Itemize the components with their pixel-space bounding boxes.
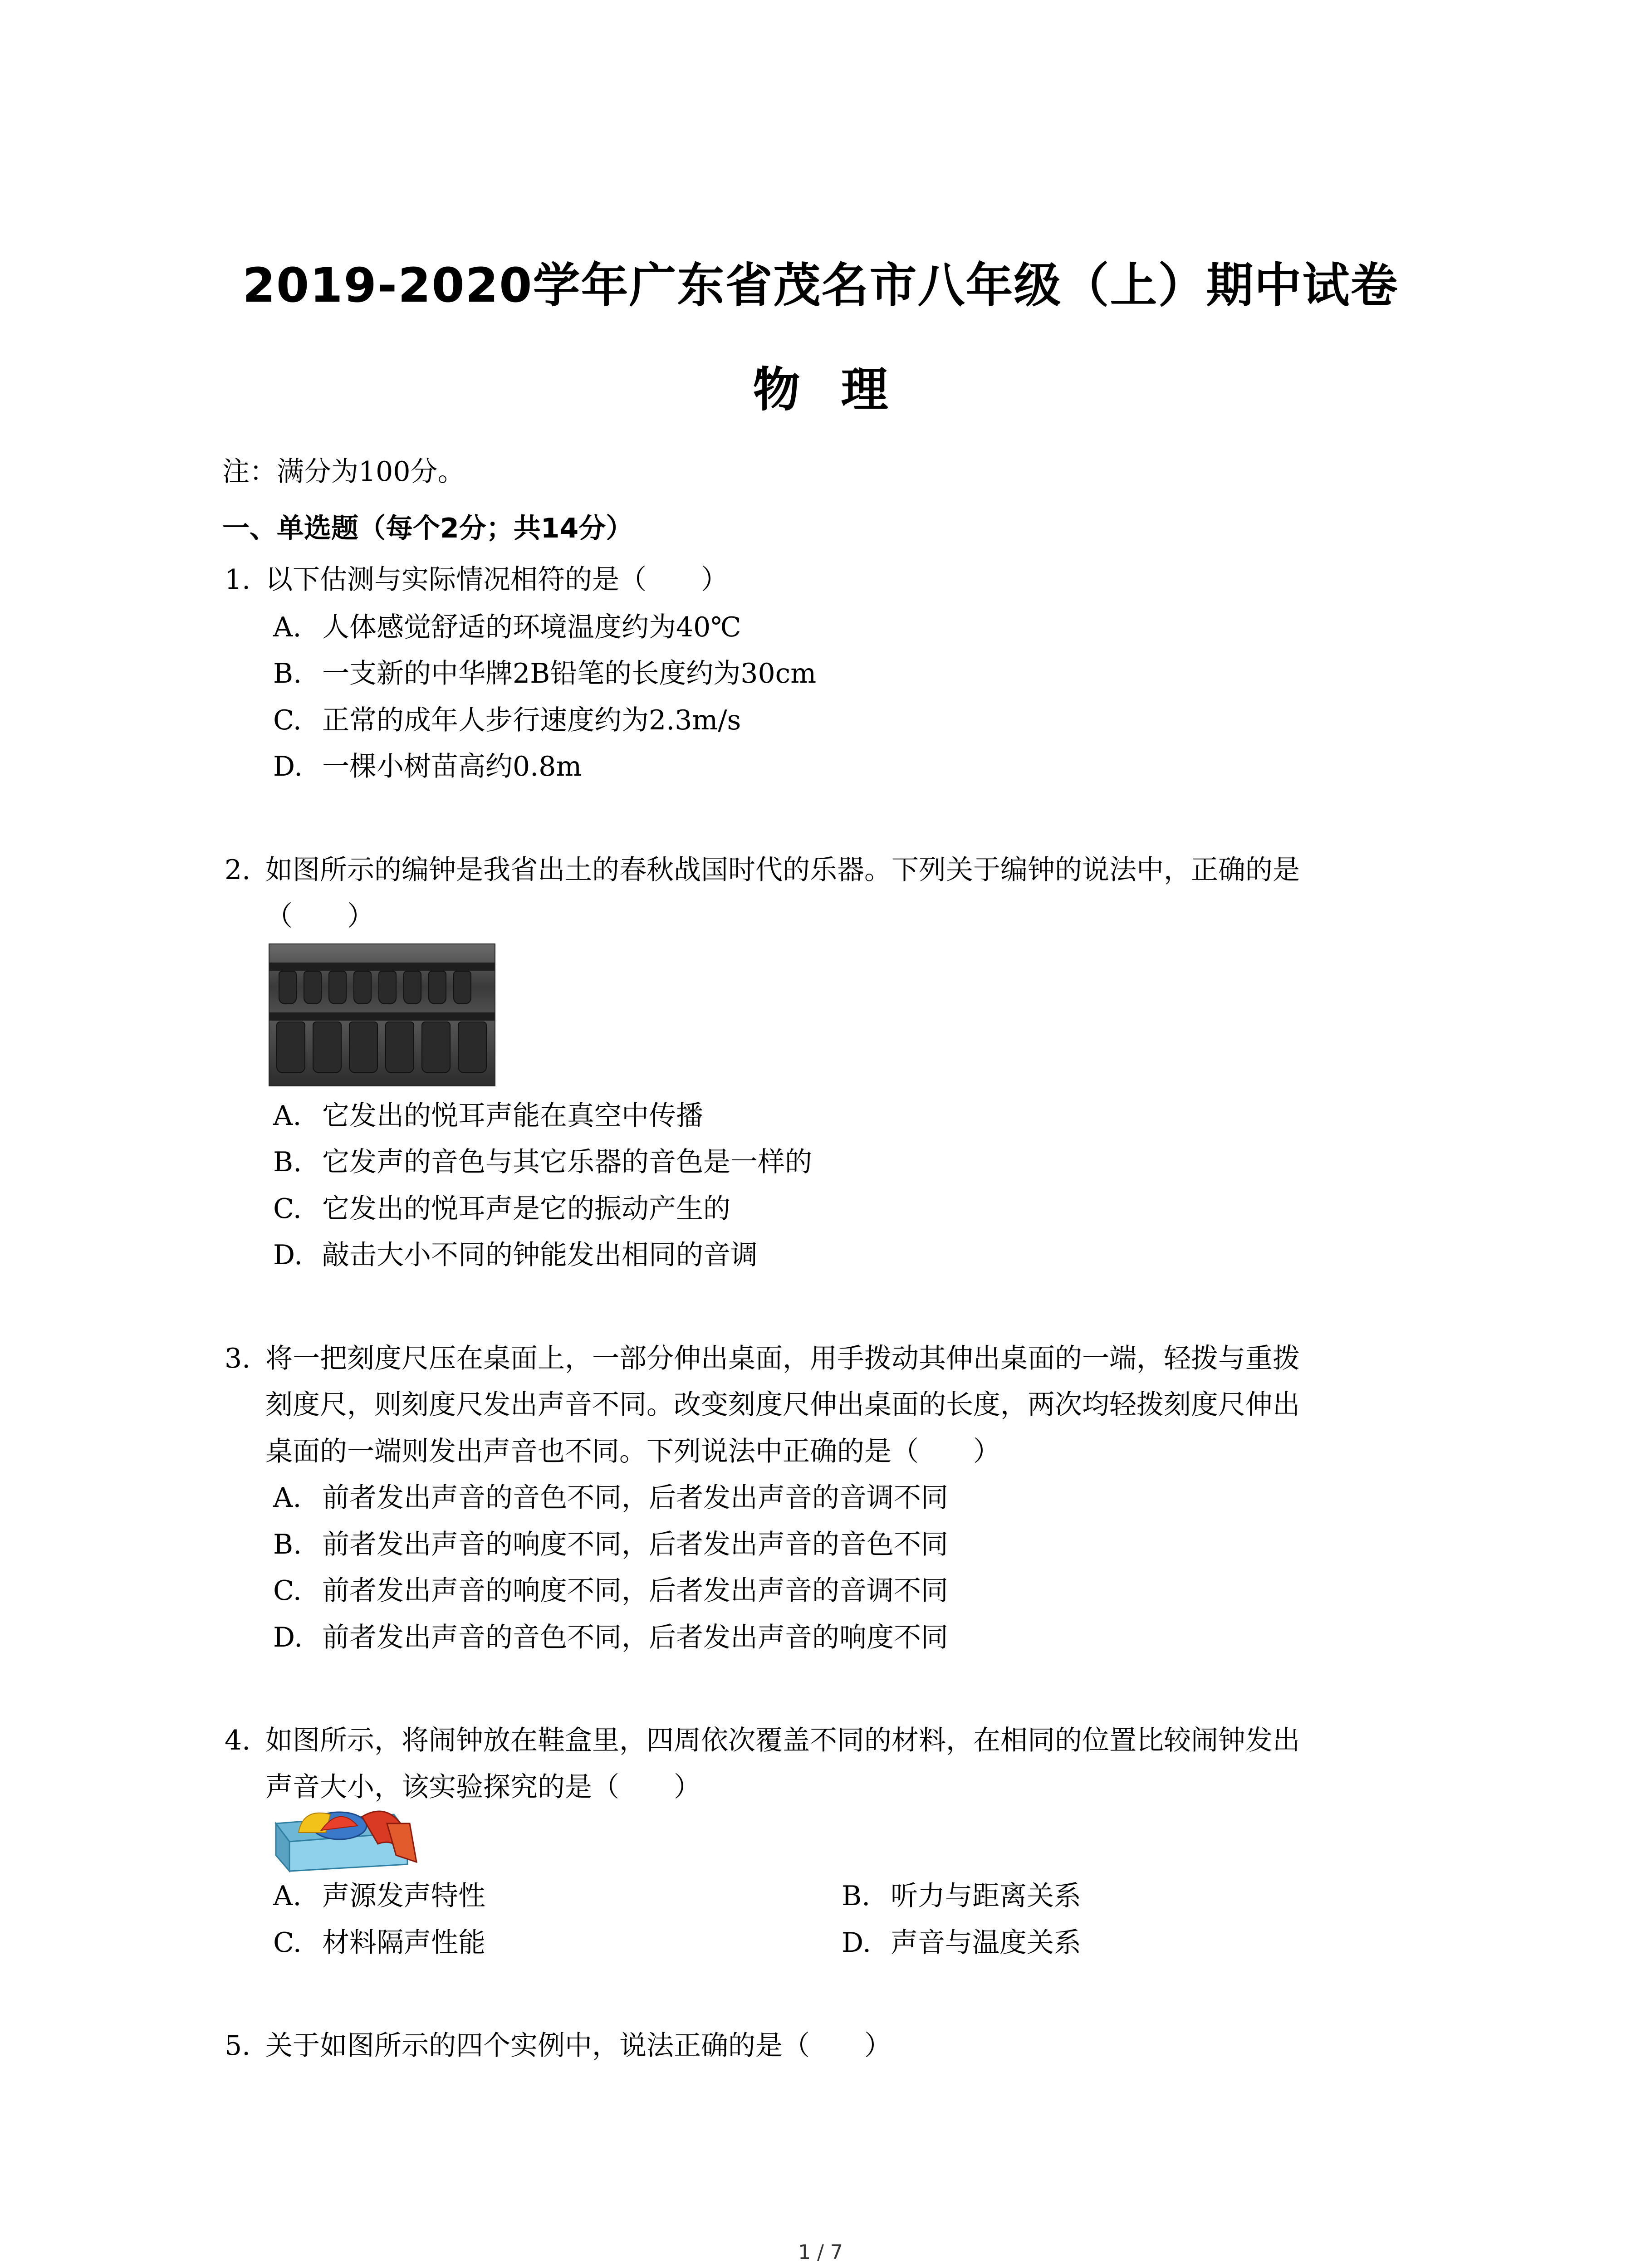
option-text: 前者发出声音的响度不同，后者发出声音的音色不同 (322, 1529, 948, 1560)
option-4a (273, 1878, 485, 1914)
option-3d (273, 1619, 948, 1656)
option-text: 一支新的中华牌2B铅笔的长度约为30cm (322, 658, 817, 689)
option-text: 它发出的悦耳声是它的振动产生的 (322, 1193, 730, 1225)
bronze-bells-image (269, 943, 495, 1086)
option-2b (273, 1144, 812, 1180)
question-number: 1. (225, 564, 251, 596)
option-text: 正常的成年人步行速度约为2.3m/s (322, 704, 741, 736)
question-number: 2. (225, 854, 251, 886)
option-text: 前者发出声音的响度不同，后者发出声音的音调不同 (322, 1575, 948, 1607)
option-3c (273, 1573, 948, 1609)
option-label: C. (273, 1575, 302, 1607)
option-text: 人体感觉舒适的环境温度约为40℃ (322, 611, 741, 643)
option-4b (842, 1878, 1081, 1914)
option-label: B. (842, 1880, 871, 1912)
option-label: D. (273, 1622, 303, 1653)
option-label: B. (273, 658, 302, 689)
option-label: A. (273, 1880, 302, 1912)
option-text: 声源发声特性 (322, 1880, 485, 1912)
option-1d (273, 748, 582, 785)
question-stem: 如图所示的编钟是我省出土的春秋战国时代的乐器。下列关于编钟的说法中，正确的是 (265, 854, 1300, 886)
option-text: 它发出的悦耳声能在真空中传播 (322, 1100, 703, 1132)
question-3 (225, 1340, 1300, 1377)
option-label: A. (273, 611, 302, 643)
option-text: 前者发出声音的音色不同，后者发出声音的音调不同 (322, 1482, 948, 1514)
question-stem: 将一把刻度尺压在桌面上，一部分伸出桌面，用手拨动其伸出桌面的一端，轻拨与重拨 (265, 1343, 1300, 1374)
option-2d (273, 1237, 758, 1273)
option-1c (273, 702, 741, 738)
option-label: B. (273, 1146, 302, 1178)
option-text: 它发声的音色与其它乐器的音色是一样的 (322, 1146, 812, 1178)
option-text: 一棵小树苗高约0.8m (322, 751, 582, 782)
question-number: 5. (225, 2030, 251, 2062)
question-stem-continued: 声音大小，该实验探究的是（ ） (265, 1771, 701, 1803)
option-2c (273, 1191, 730, 1227)
option-2a (273, 1098, 703, 1134)
option-label: C. (273, 704, 302, 736)
option-label: C. (273, 1927, 302, 1959)
score-note: 注：满分为100分。 (222, 456, 465, 488)
option-text: 前者发出声音的音色不同，后者发出声音的响度不同 (322, 1622, 948, 1653)
subject-title: 物理 (753, 362, 929, 417)
question-stem-continued: （ ） (265, 900, 374, 932)
option-4d (842, 1925, 1081, 1961)
question-number: 4. (225, 1725, 251, 1756)
page-number: 1 / 7 (798, 2241, 843, 2264)
option-label: A. (273, 1100, 302, 1132)
option-3a (273, 1480, 948, 1516)
option-label: D. (273, 751, 303, 782)
question-stem-continued: 刻度尺，则刻度尺发出声音不同。改变刻度尺伸出桌面的长度，两次均轻拨刻度尺伸出 (265, 1389, 1300, 1421)
option-label: D. (842, 1927, 872, 1959)
option-text: 听力与距离关系 (891, 1880, 1081, 1912)
section-heading: 一、单选题（每个2分；共14分） (222, 513, 633, 544)
question-number: 3. (225, 1343, 251, 1374)
option-text: 声音与温度关系 (891, 1927, 1081, 1959)
option-text: 敲击大小不同的钟能发出相同的音调 (322, 1239, 758, 1271)
question-stem-continued: 桌面的一端则发出声音也不同。下列说法中正确的是（ ） (265, 1436, 1000, 1467)
question-2 (225, 852, 1300, 888)
question-1 (225, 562, 728, 598)
option-label: A. (273, 1482, 302, 1514)
question-stem: 以下估测与实际情况相符的是（ ） (265, 564, 728, 596)
option-1a (273, 609, 741, 645)
question-5 (225, 2028, 892, 2064)
option-3b (273, 1526, 948, 1563)
option-text: 材料隔声性能 (322, 1927, 485, 1959)
option-label: B. (273, 1529, 302, 1560)
option-4c (273, 1925, 485, 1961)
option-label: D. (273, 1239, 303, 1271)
question-stem: 关于如图所示的四个实例中，说法正确的是（ ） (265, 2030, 892, 2062)
shoebox-alarm-clock-image (271, 1805, 426, 1873)
question-4 (225, 1722, 1300, 1759)
exam-title: 2019-2020学年广东省茂名市八年级（上）期中试卷 (242, 258, 1399, 313)
option-1b (273, 655, 816, 692)
question-stem: 如图所示，将闹钟放在鞋盒里，四周依次覆盖不同的材料，在相同的位置比较闹钟发出 (265, 1725, 1300, 1756)
option-label: C. (273, 1193, 302, 1225)
